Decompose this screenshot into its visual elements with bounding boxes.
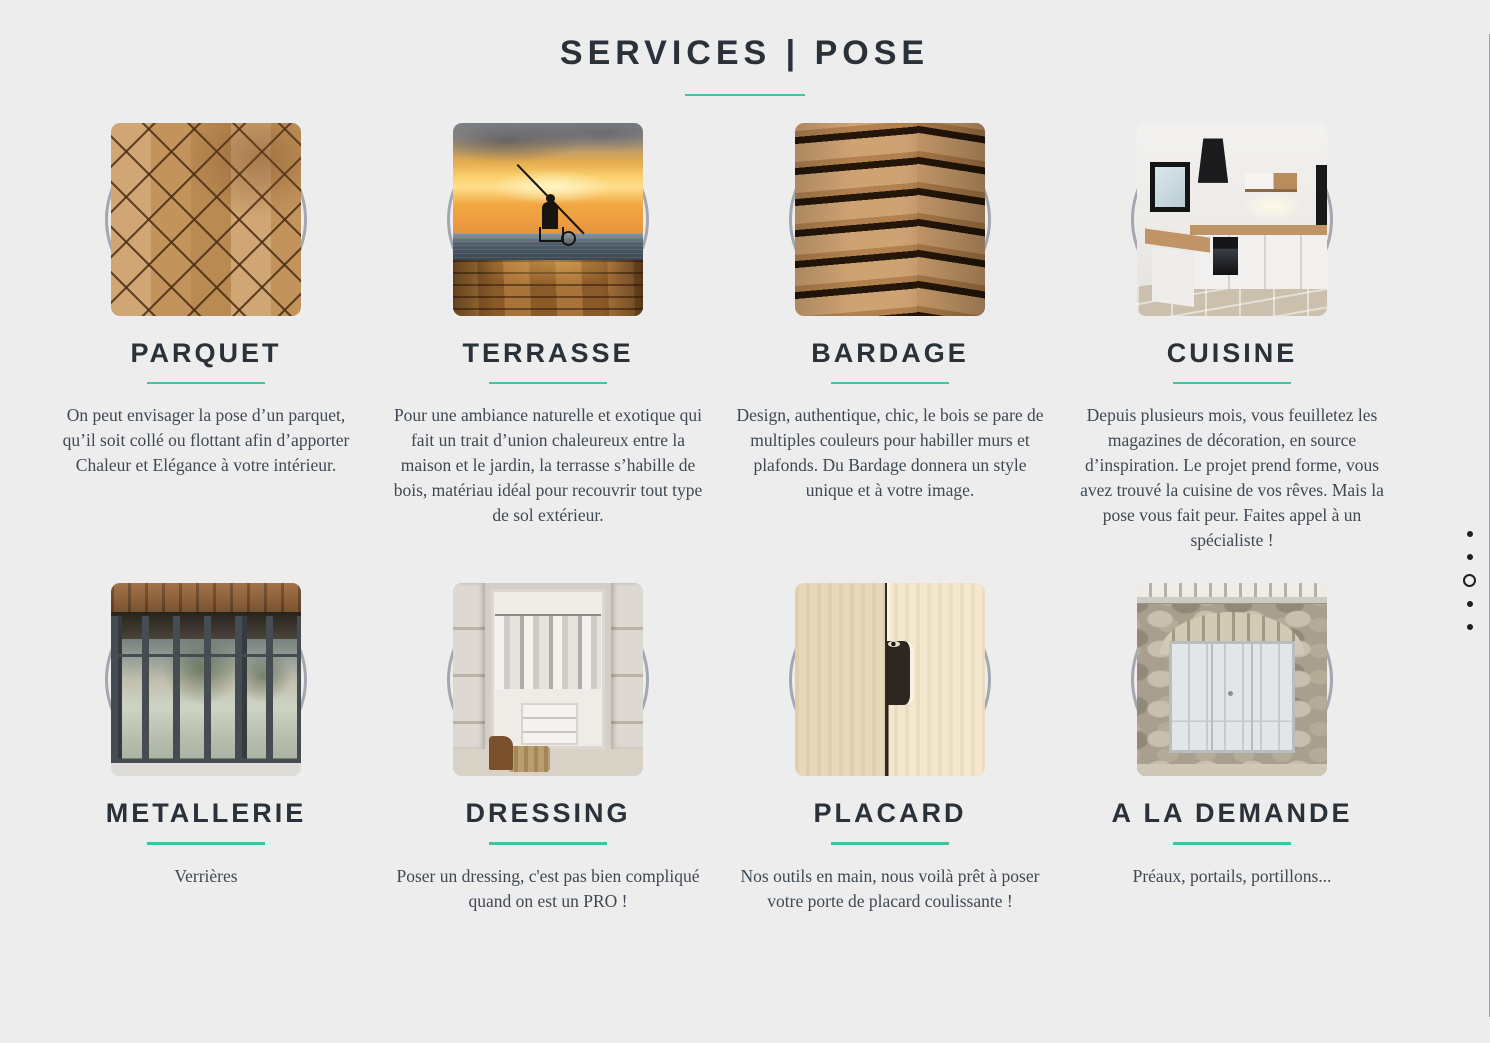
service-description-terrasse: Pour une ambiance naturelle et exotique qui fait un trait d’union chaleureux entre la maison et le jardin, la terrasse s’habille de bois, matériau idéal pour recouvrir tout type de sol extérieur.	[393, 405, 703, 525]
wood-deck	[453, 260, 643, 316]
handle-cutout	[888, 641, 915, 705]
page-title: SERVICES | POSE	[559, 34, 930, 72]
service-card-parquet	[35, 123, 377, 583]
service-description-a-la-demande: Préaux, portails, portillons...	[1132, 866, 1332, 886]
service-title-parquet: PARQUET	[130, 338, 282, 368]
page-header	[0, 34, 1489, 96]
fisherman-silhouette	[542, 202, 558, 229]
terrasse-image	[453, 123, 643, 316]
service-title-terrasse: TERRASSE	[462, 338, 634, 368]
slide-dots	[1463, 531, 1476, 630]
eye	[888, 641, 900, 647]
service-card-dressing	[377, 583, 719, 1043]
service-description-metallerie: Verrières	[174, 866, 238, 886]
slide-dot-5[interactable]	[1467, 624, 1473, 630]
peninsula-base	[1152, 247, 1194, 307]
boots	[489, 736, 513, 770]
service-underline	[831, 842, 949, 845]
range-hood	[1198, 138, 1228, 182]
service-underline	[1173, 842, 1291, 845]
slide-dot-1[interactable]	[1467, 531, 1473, 537]
placard-image	[795, 583, 985, 776]
service-card-bardage	[719, 123, 1061, 583]
sunset-deck-art	[453, 123, 643, 316]
service-card-cuisine	[1061, 123, 1403, 583]
right-shelves	[611, 583, 643, 749]
under-cabinet-light	[1240, 192, 1305, 221]
bardage-image	[795, 123, 985, 316]
services-grid	[35, 123, 1489, 1043]
service-description-bardage: Design, authentique, chic, le bois se pare de multiples couleurs pour habiller murs et plafonds. Du Bardage donnera un style unique et à votre image.	[736, 405, 1044, 500]
service-title-a-la-demande: A LA DEMANDE	[1111, 798, 1353, 828]
service-description-placard: Nos outils en main, nous voilà prêt à poser votre porte de placard coulissante !	[740, 866, 1040, 911]
title-underline	[685, 94, 805, 96]
parquet-image	[111, 123, 301, 316]
cuisine-image	[1137, 123, 1327, 316]
tile-roof	[111, 583, 301, 612]
wood-countertop	[1190, 225, 1327, 235]
concrete-ground	[111, 763, 301, 777]
slide-dot-4[interactable]	[1467, 601, 1473, 607]
service-title-bardage: BARDAGE	[811, 338, 969, 368]
wall-cabinet	[1245, 173, 1296, 192]
steel-frames	[111, 616, 301, 763]
left-shelves	[453, 583, 485, 749]
chair-silhouette	[539, 227, 564, 242]
service-description-parquet: On peut envisager la pose d’un parquet, qu’il soit collé ou flottant afin d’apporter Chaleur et Elégance à votre intérieur.	[62, 405, 350, 475]
service-description-cuisine: Depuis plusieurs mois, vous feuilletez les magazines de décoration, en source d’inspiration. Le projet prend forme, vous avez trouvé la cuisine de vos rêves. Mais la pose vous fait peur. Faites appel à un spécialiste !	[1080, 405, 1384, 550]
sliding-door-art	[795, 583, 985, 776]
service-title-placard: PLACARD	[813, 798, 967, 828]
herringbone-floor-art	[111, 123, 301, 316]
service-description-dressing: Poser un dressing, c'est pas bien compliqué quand on est un PRO !	[396, 866, 700, 911]
stone-garage-art	[1137, 583, 1327, 776]
metallerie-image	[111, 583, 301, 776]
service-card-metallerie	[35, 583, 377, 1043]
service-underline	[147, 842, 265, 845]
closet-art	[453, 583, 643, 776]
cladding-shading	[795, 123, 985, 316]
service-title-dressing: DRESSING	[465, 798, 631, 828]
kitchen-art	[1137, 123, 1327, 316]
service-underline	[1173, 382, 1291, 384]
service-card-placard	[719, 583, 1061, 1043]
roof-tiles	[1137, 583, 1327, 597]
cladding-art	[795, 123, 985, 316]
service-title-cuisine: CUISINE	[1166, 338, 1298, 368]
slide-dot-2[interactable]	[1467, 554, 1473, 560]
oven	[1213, 237, 1238, 276]
service-underline	[831, 382, 949, 384]
service-title-metallerie: METALLERIE	[105, 798, 307, 828]
wicker-basket	[508, 746, 550, 772]
service-underline	[489, 382, 607, 384]
service-underline	[147, 382, 265, 384]
hanging-clothes	[495, 616, 601, 689]
a-la-demande-image	[1137, 583, 1327, 776]
slide-dot-3[interactable]	[1463, 574, 1476, 587]
dressing-image	[453, 583, 643, 776]
door-gap-highlight	[887, 583, 890, 641]
ground	[1137, 764, 1327, 776]
service-underline	[489, 842, 607, 845]
gutter	[1137, 597, 1327, 605]
kitchen-window	[1150, 162, 1190, 212]
service-card-a-la-demande	[1061, 583, 1403, 1043]
drawers	[521, 703, 578, 745]
garage-door	[1169, 641, 1294, 753]
service-card-terrasse	[377, 123, 719, 583]
glazing-art	[111, 583, 301, 776]
clothes-rod	[495, 614, 601, 616]
